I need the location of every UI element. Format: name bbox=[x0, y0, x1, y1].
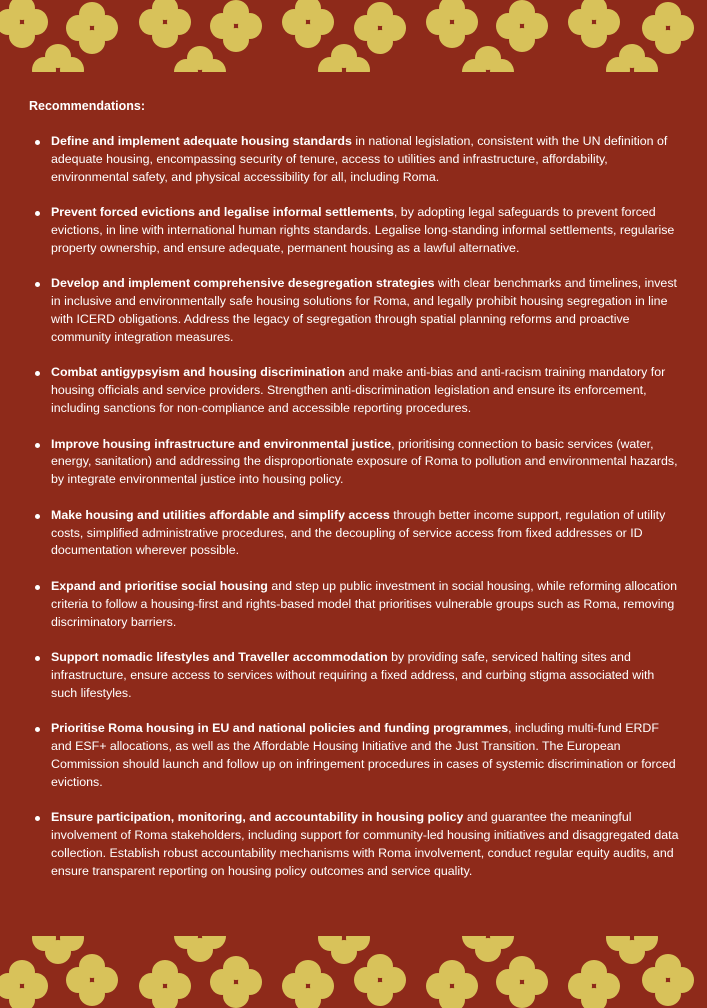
item-text: and make anti-bias and anti-racism training mandatory for housing officials and service providers. Strengthen anti-discrimination legislation and ensure its enforcement, including sanctions for non-compliance and accessible reporting procedures. bbox=[51, 365, 666, 415]
bullet-icon bbox=[35, 211, 40, 216]
bullet-icon bbox=[35, 140, 40, 145]
list-item bbox=[29, 507, 679, 560]
item-text: by providing safe, serviced halting sites and infrastructure, ensure access to services without requiring a fixed address, and curbing stigma associated with such lifestyles. bbox=[51, 650, 655, 700]
list-item bbox=[29, 204, 679, 257]
list-item bbox=[29, 720, 679, 791]
item-title: Support nomadic lifestyles and Traveller accommodation bbox=[51, 650, 388, 665]
bullet-icon bbox=[35, 282, 40, 287]
item-title: Define and implement adequate housing standards bbox=[51, 134, 352, 148]
decorative-pattern-top bbox=[0, 0, 707, 72]
item-title: Improve housing infrastructure and environmental justice bbox=[51, 436, 392, 451]
bullet-icon bbox=[35, 371, 40, 376]
item-text: and step up public investment in social housing, while reforming allocation criteria to follow a housing-first and rights-based model that prioritises vulnerable groups such as Roma, removing discriminatory barriers. bbox=[51, 578, 677, 629]
list-item bbox=[29, 649, 679, 702]
item-title: Expand and prioritise social housing bbox=[51, 578, 268, 593]
item-title: Make housing and utilities affordable and simplify access bbox=[51, 507, 390, 522]
recommendations-list bbox=[29, 133, 679, 880]
list-item bbox=[29, 809, 679, 880]
section-heading: Recommendations: bbox=[29, 99, 145, 113]
bullet-icon bbox=[35, 816, 40, 821]
list-item bbox=[29, 578, 679, 631]
item-title: Prevent forced evictions and legalise informal settlements bbox=[51, 205, 394, 220]
item-text: , by adopting legal safeguards to prevent forced evictions, in line with international human rights standards. Legalise long-standing informal settlements, regularise property ownership, and ensure adequate, permanent housing as a lawful alternative. bbox=[51, 205, 675, 255]
item-text: through better income support, regulation of utility costs, simplified administrative procedures, and the decoupling of service access from fixed addresses or ID documentation wherever possible. bbox=[51, 507, 666, 558]
item-title: Prioritise Roma housing in EU and national policies and funding programmes bbox=[51, 721, 509, 736]
item-text: , prioritising connection to basic services (water, energy, sanitation) and addressing the disproportionate exposure of Roma to pollution and environmental hazards, by integrate environmental justice into housing policy. bbox=[51, 436, 678, 487]
flower-pattern-bottom bbox=[0, 936, 707, 1008]
bullet-icon bbox=[35, 514, 40, 519]
recommendations-section bbox=[29, 97, 679, 898]
bullet-icon bbox=[35, 656, 40, 661]
item-title: Ensure participation, monitoring, and accountability in housing policy bbox=[51, 810, 464, 825]
bullet-icon bbox=[35, 585, 40, 590]
item-text: with clear benchmarks and timelines, invest in inclusive and environmentally safe housing solutions for Roma, and legally prohibit housing segregation in line with ICERD obligations. Address the legacy of segregation through spatial planning reforms and proactive community integration measures. bbox=[51, 276, 677, 344]
list-item bbox=[29, 275, 679, 346]
decorative-pattern-bottom bbox=[0, 936, 707, 1008]
item-title: Develop and implement comprehensive desegregation strategies bbox=[51, 276, 435, 291]
list-item bbox=[29, 436, 679, 489]
item-text: in national legislation, consistent with the UN definition of adequate housing, encompassing security of tenure, access to utilities and infrastructure, affordability, environmental safety, and physical accessibility for all, including Roma. bbox=[51, 134, 668, 184]
list-item bbox=[29, 133, 679, 186]
bullet-icon bbox=[35, 443, 40, 448]
flower-pattern-top bbox=[0, 0, 707, 72]
item-text: and guarantee the meaningful involvement of Roma stakeholders, including support for community-led housing initiatives and disaggregated data collection. Establish robust accountability mechanisms with Roma involvement, conduct regular equity audits, and ensure transparent reporting on housing policy outcomes and service quality. bbox=[51, 810, 679, 878]
bullet-icon bbox=[35, 727, 40, 732]
item-title: Combat antigypsyism and housing discrimination bbox=[51, 365, 345, 380]
list-item bbox=[29, 364, 679, 417]
item-text: , including multi-fund ERDF and ESF+ allocations, as well as the Affordable Housing Initiative and the Just Transition. The European Commission should launch and follow up on infringement procedures in cases of systemic discrimination or forced evictions. bbox=[51, 721, 676, 789]
